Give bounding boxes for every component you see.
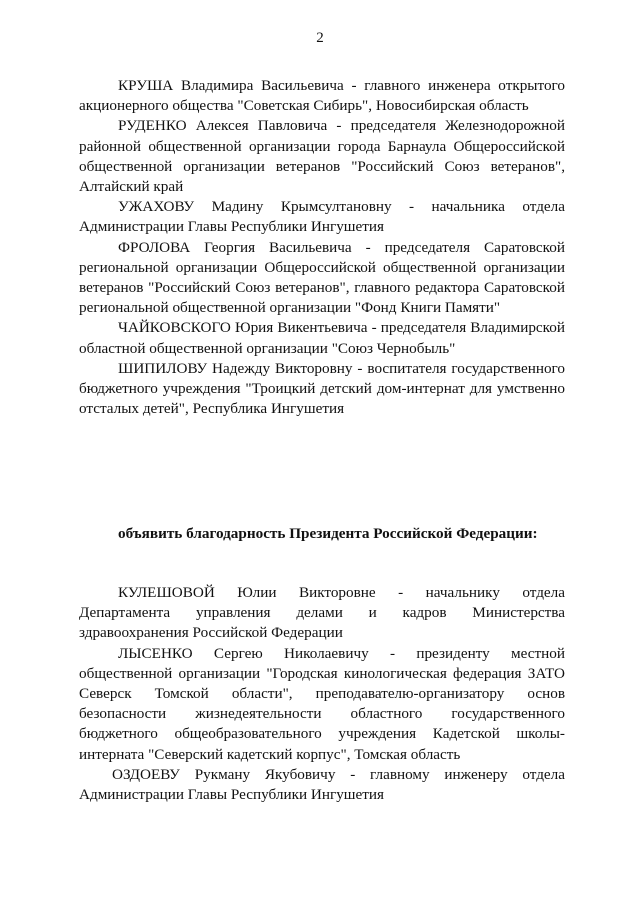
list-item: УЖАХОВУ Мадину Крымсултановну - начальника отдела Администрации Главы Республики Ингушетия bbox=[79, 198, 565, 236]
gratitude-list-section bbox=[79, 583, 565, 805]
list-item: ШИПИЛОВУ Надежду Викторовну - воспитателя государственного бюджетного учреждения "Троицкий детский дом-интернат для умственно отсталых детей", Республика Ингушетия bbox=[79, 359, 565, 418]
section-heading: объявить благодарность Президента Российской Федерации: bbox=[118, 525, 538, 542]
list-item: ЛЫСЕНКО Сергею Николаевичу - президенту местной общественной организации "Городская кинологическая федерация ЗАТО Северск Томской области", преподавателю-организатору основ безопасности жизнедеятельности областного государственного бюджетного общеобразовательного учреждения Кадетской школы-интерната "Северский кадетский корпус", Томская область bbox=[79, 644, 565, 763]
page-number: 2 bbox=[316, 30, 324, 46]
award-list-section bbox=[79, 76, 565, 419]
list-item: КУЛЕШОВОЙ Юлии Викторовне - начальнику отдела Департамента управления делами и кадров Министерства здравоохранения Российской Федерации bbox=[79, 584, 565, 642]
list-item: РУДЕНКО Алексея Павловича - председателя Железнодорожной районной общественной организации города Барнаула Общероссийской общественной организации ветеранов "Российский Союз ветеранов", Алтайский край bbox=[79, 117, 565, 196]
list-item: ФРОЛОВА Георгия Васильевича - председателя Саратовской региональной организации Общероссийской общественной организации ветеранов "Российский Союз ветеранов", главного редактора Саратовской региональной общественной организации "Фонд Книги Памяти" bbox=[79, 238, 565, 317]
list-item: ОЗДОЕВУ Рукману Якубовичу - главному инженеру отдела Администрации Главы Республики Ингушетия bbox=[79, 765, 565, 804]
list-item: ЧАЙКОВСКОГО Юрия Викентьевича - председателя Владимирской областной общественной организации "Союз Чернобыль" bbox=[79, 319, 565, 357]
list-item: КРУША Владимира Васильевича - главного инженера открытого акционерного общества "Советская Сибирь", Новосибирская область bbox=[79, 77, 565, 115]
